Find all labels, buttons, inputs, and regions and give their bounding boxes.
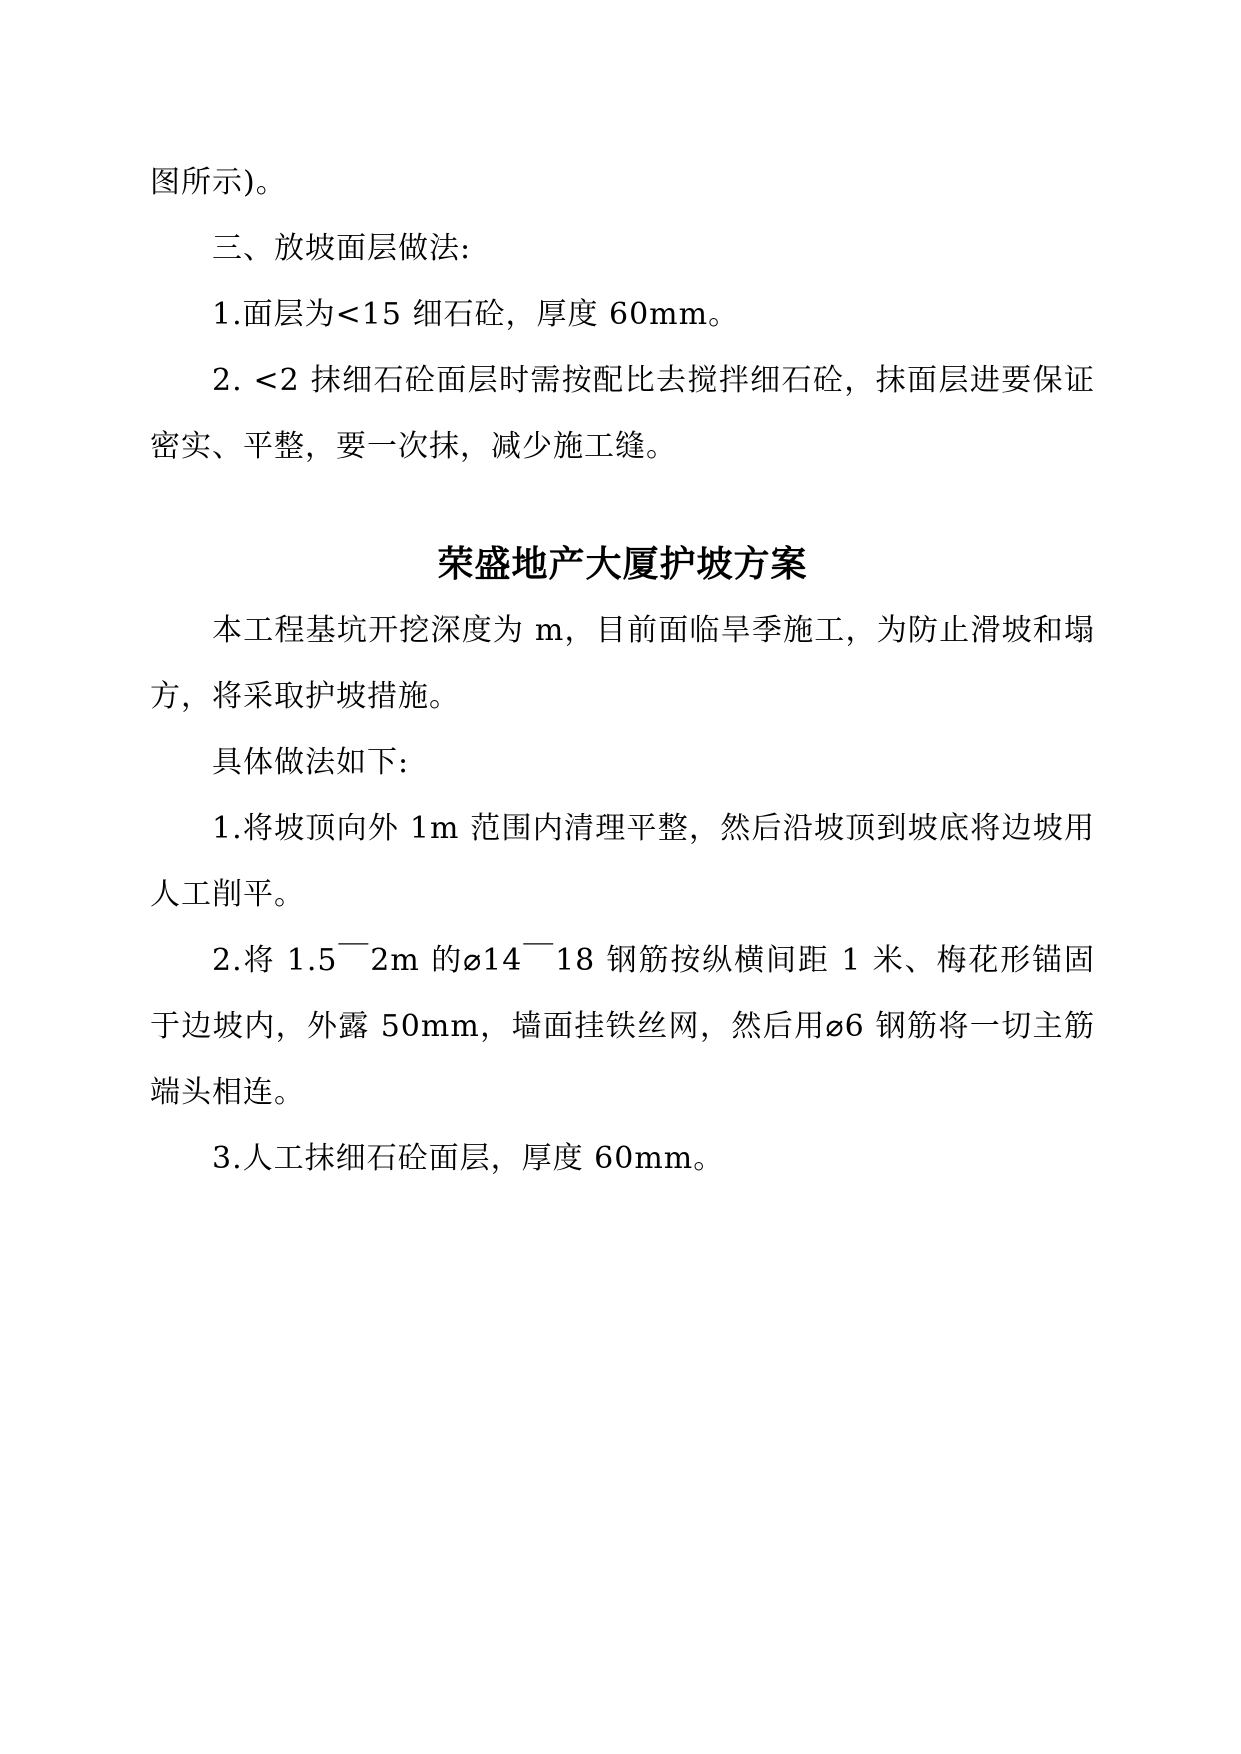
document-title: 荣盛地产大厦护坡方案 (437, 544, 808, 585)
step-3: 3.人工抹细石砼面层，厚度 60mm。 (212, 1141, 725, 1176)
list-item-2: 2. <2 抹细石砼面层时需按配比去搅拌细石砼，抹面层进要保证密实、平整，要一次抹，减少施工缝。 (150, 363, 1095, 464)
step-2: 2.将 1.5￣2m 的⌀14￣18 钢筋按纵横间距 1 米、梅花形锚固于边坡内，外露 50mm，墙面挂铁丝网，然后用⌀6 钢筋将一切主筋端头相连。 (150, 943, 1095, 1110)
method-heading: 具体做法如下: (212, 745, 410, 780)
list-item-1: 1.面层为<15 细石砼，厚度 60mm。 (212, 297, 740, 332)
document-page (150, 150, 1095, 1192)
section-slope-surface (150, 150, 1095, 480)
section-slope-protection-plan (150, 532, 1095, 1192)
paragraph-continuation: 图所示)。 (150, 165, 287, 200)
section-heading: 三、放坡面层做法: (212, 231, 472, 266)
intro-paragraph: 本工程基坑开挖深度为 m，目前面临旱季施工，为防止滑坡和塌方，将采取护坡措施。 (150, 613, 1095, 714)
step-1: 1.将坡顶向外 1m 范围内清理平整，然后沿坡顶到坡底将边坡用人工削平。 (150, 811, 1095, 912)
